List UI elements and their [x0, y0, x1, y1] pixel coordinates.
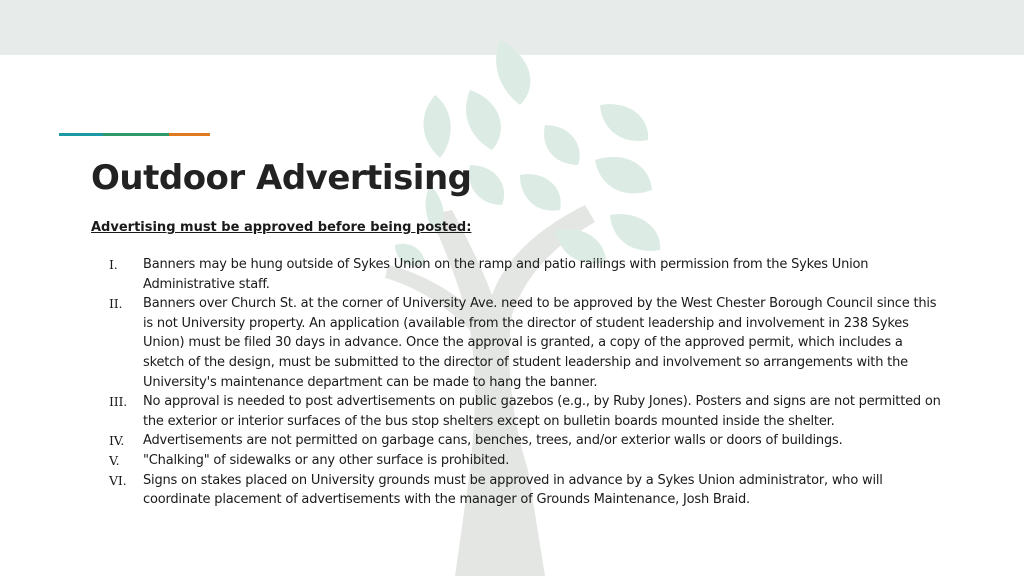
list-numeral: I.: [109, 257, 118, 272]
list-item-text: Advertisements are not permitted on garbage cans, benches, trees, and/or exterior walls or doors of buildings.: [143, 433, 843, 449]
list-numeral: IV.: [109, 433, 125, 449]
accent-line-teal: [59, 133, 103, 136]
list-item: [91, 392, 941, 431]
page-title: Outdoor Advertising: [91, 158, 472, 198]
list-numeral: III.: [109, 394, 127, 410]
list-item: [91, 431, 941, 451]
list-item: [91, 255, 941, 294]
list-numeral: II.: [109, 296, 123, 312]
list-item-text: No approval is needed to post advertisements on public gazebos (e.g., by Ruby Jones). Posters and signs are not permitted on the exterior or interior surfaces of the bus stop shelters except on bulletin boards mounted inside the shelter.: [143, 394, 941, 429]
section-subtitle: Advertising must be approved before being posted:: [91, 220, 472, 235]
list-item-text: Banners over Church St. at the corner of University Ave. need to be approved by the West Chester Borough Council since this is not University property. An application (available from the director of student leadership and involvement in 238 Sykes Union) must be filed 30 days in advance. Once the approval is granted, a copy of the approved permit, which includes a sketch of the design, must be submitted to the director of student leadership and involvement so arrangements with the University's maintenance department can be made to hang the banner.: [143, 296, 937, 390]
accent-line-green: [103, 133, 169, 136]
list-item-text: Signs on stakes placed on University grounds must be approved in advance by a Sykes Union administrator, who will coordinate placement of advertisements with the manager of Grounds Maintenance, Josh Braid.: [143, 472, 883, 508]
list-item-text: "Chalking" of sidewalks or any other surface is prohibited.: [143, 452, 510, 468]
list-numeral: V.: [109, 452, 120, 468]
rules-list: [91, 255, 941, 510]
accent-line-orange: [169, 133, 210, 136]
list-numeral: VI.: [109, 472, 127, 488]
list-item: [91, 451, 941, 471]
list-item: [91, 294, 941, 392]
list-item-text: Banners may be hung outside of Sykes Union on the ramp and patio railings with permission from the Sykes Union Administrative staff.: [143, 257, 869, 292]
list-item: [91, 471, 941, 510]
